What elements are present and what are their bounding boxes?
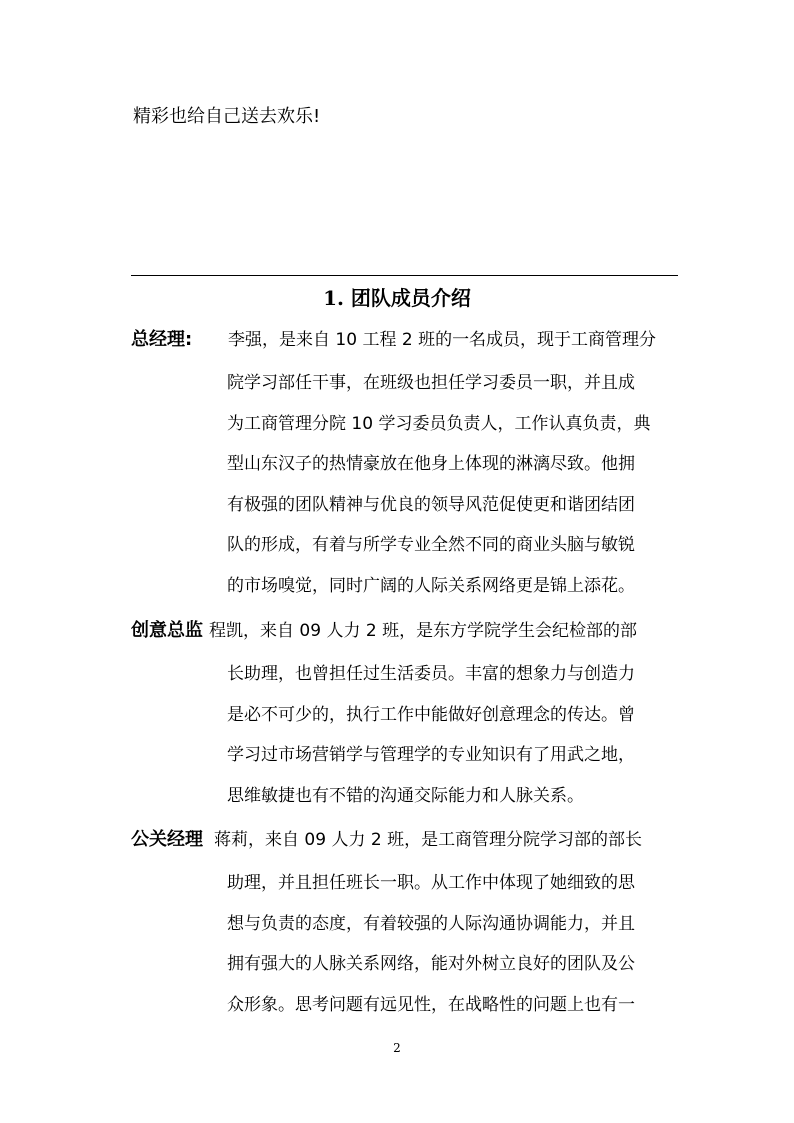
- member-bio-line: 蒋莉，来自 09 人力 2 班，是工商管理分院学习部的部长: [214, 830, 643, 850]
- member-bio-line: 队的形成，有着与所学专业全然不同的商业头脑与敏锐: [227, 535, 635, 555]
- member-bio-line: 程凯，来自 09 人力 2 班，是东方学院学生会纪检部的部: [209, 621, 638, 641]
- member-bio-line: 助理，并且担任班长一职。从工作中体现了她细致的思: [227, 873, 635, 893]
- member-bio-line: 长助理，也曾担任过生活委员。丰富的想象力与创造力: [227, 664, 635, 684]
- member-bio-line: 学习过市场营销学与管理学的专业知识有了用武之地，: [227, 745, 635, 765]
- continuation-text: 精彩也给自己送去欢乐!: [133, 106, 321, 127]
- member-bio-line: 有极强的团队精神与优良的领导风范促使更和谐团结团: [227, 494, 635, 515]
- page-number: 2: [393, 1041, 401, 1055]
- member-bio-line: 为工商管理分院 10 学习委员负责人，工作认真负责，典: [227, 413, 651, 434]
- member-bio-line: 型山东汉子的热情豪放在他身上体现的淋漓尽致。他拥: [227, 454, 635, 474]
- member-role: 总经理:: [131, 329, 193, 350]
- member-bio-line: 李强，是来自 10 工程 2 班的一名成员，现于工商管理分: [228, 330, 657, 350]
- section-heading: 1. 团队成员介绍: [323, 286, 471, 310]
- member-bio-line: 众形象。思考问题有远见性，在战略性的问题上也有一: [227, 994, 635, 1015]
- horizontal-rule: [131, 275, 678, 276]
- member-role: 公关经理: [131, 829, 203, 850]
- member-bio-line: 的市场嗅觉，同时广阔的人际关系网络更是锦上添花。: [227, 575, 635, 596]
- member-bio-line: 思维敏捷也有不错的沟通交际能力和人脉关系。: [227, 785, 584, 806]
- member-role: 创意总监: [131, 620, 203, 641]
- member-bio-line: 是必不可少的，执行工作中能做好创意理念的传达。曾: [227, 704, 635, 725]
- member-bio-line: 院学习部任干事，在班级也担任学习委员一职，并且成: [227, 373, 635, 393]
- member-bio-line: 拥有强大的人脉关系网络，能对外树立良好的团队及公: [227, 954, 635, 974]
- member-bio-line: 想与负责的态度，有着较强的人际沟通协调能力，并且: [227, 913, 635, 934]
